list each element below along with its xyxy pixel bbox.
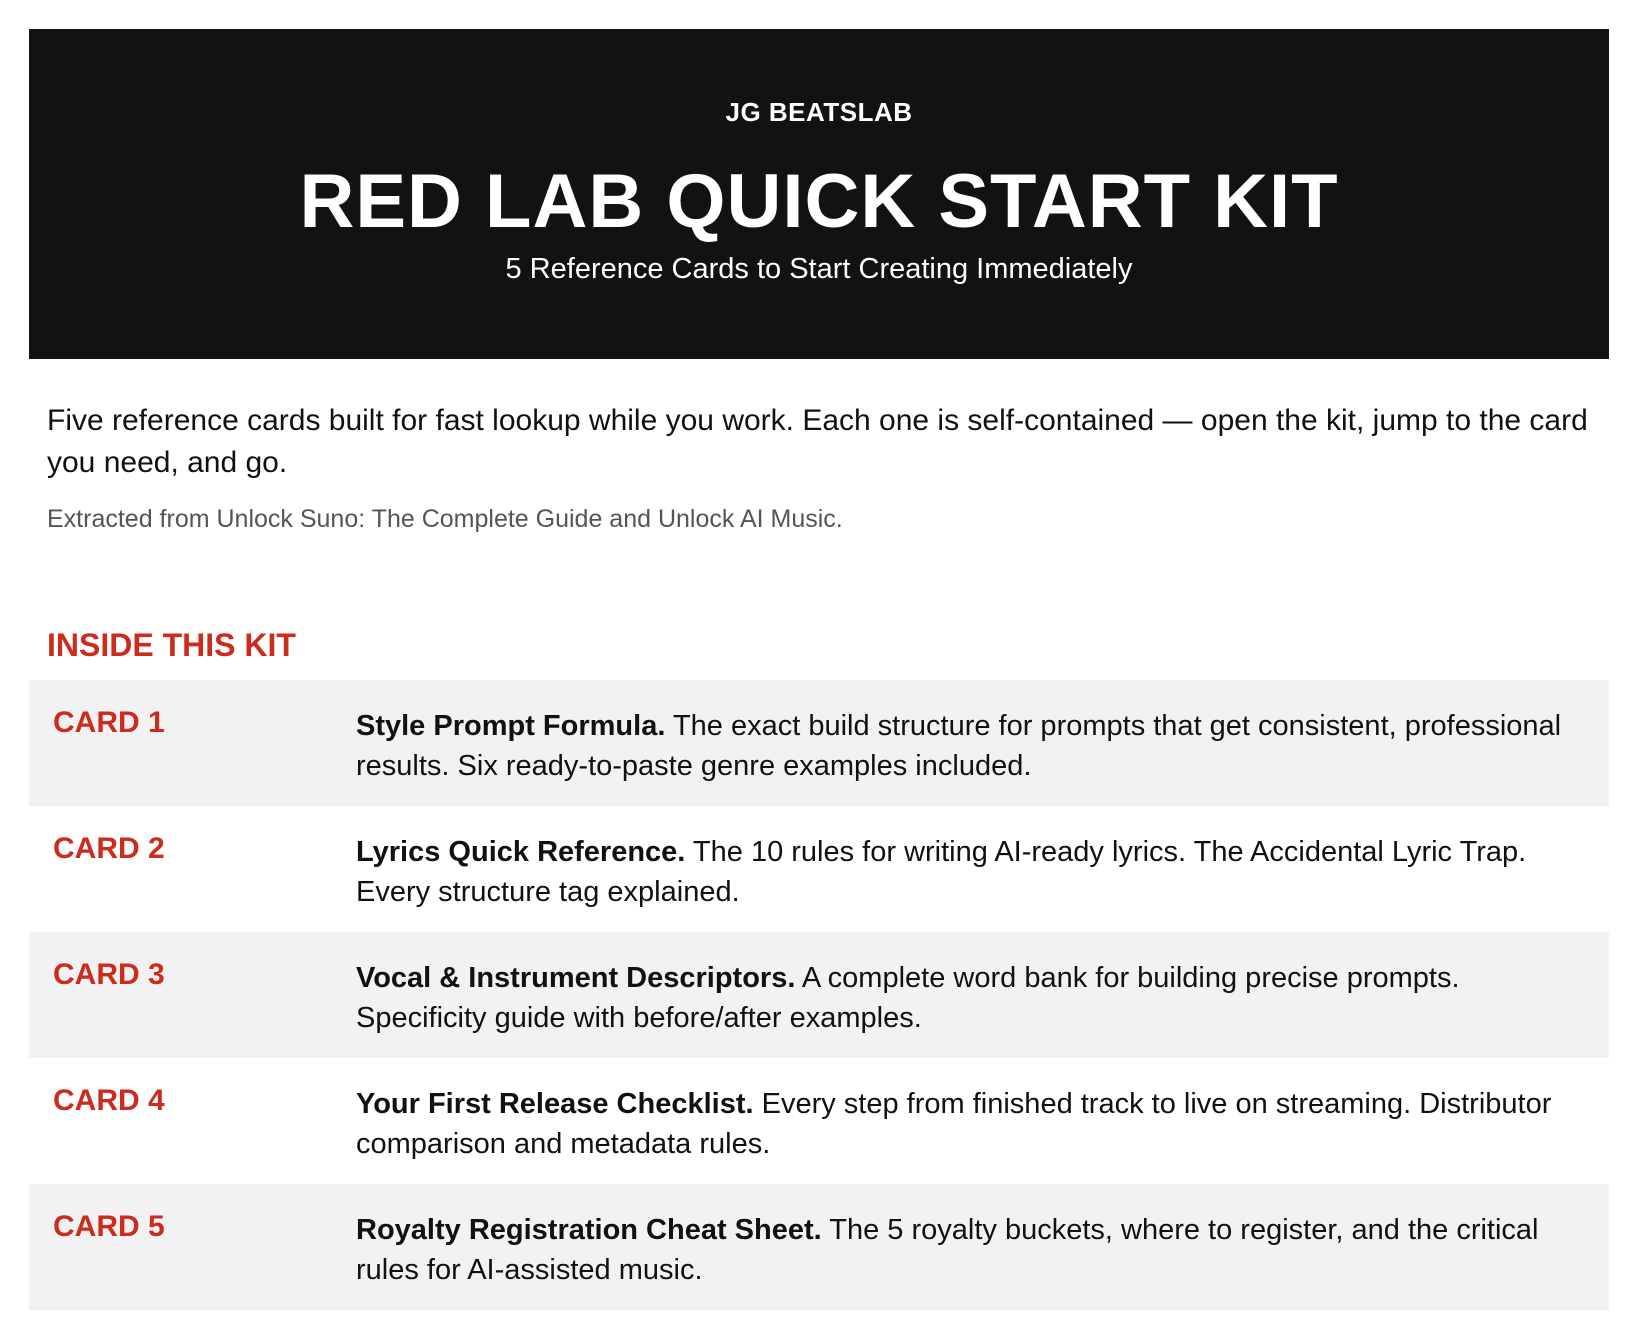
card-description-block <box>356 706 1586 786</box>
card-description: The 5 royalty buckets, where to register, and the critical rules for AI-assisted music. <box>356 1214 1539 1286</box>
card-description-block <box>356 1210 1586 1290</box>
card-description: A complete word bank for building precise prompts. Specificity guide with before/after examples. <box>356 962 1460 1034</box>
card-row-4 <box>29 1058 1609 1184</box>
card-name: Style Prompt Formula. <box>356 710 666 742</box>
card-label: CARD 2 <box>53 832 165 865</box>
card-description-block <box>356 1084 1586 1164</box>
intro-paragraph: Five reference cards built for fast lookup while you work. Each one is self-contained — open the kit, jump to the card you need, and go. <box>47 404 1588 479</box>
card-name: Lyrics Quick Reference. <box>356 836 686 868</box>
card-label: CARD 3 <box>53 958 165 991</box>
section-heading: INSIDE THIS KIT <box>47 627 296 663</box>
card-row-1 <box>29 680 1609 806</box>
card-row-3 <box>29 932 1609 1058</box>
card-description: The exact build structure for prompts that get consistent, professional results. Six ready-to-paste genre examples included. <box>356 710 1562 782</box>
card-name: Royalty Registration Cheat Sheet. <box>356 1214 822 1246</box>
card-row-2 <box>29 806 1609 932</box>
card-label: CARD 4 <box>53 1084 165 1117</box>
card-label: CARD 1 <box>53 706 165 739</box>
page-title: RED LAB QUICK START KIT <box>299 159 1339 244</box>
header-banner <box>29 29 1609 359</box>
card-list <box>29 680 1609 1310</box>
card-label: CARD 5 <box>53 1210 165 1243</box>
card-description: Every step from finished track to live on streaming. Distributor comparison and metadata rules. <box>356 1088 1552 1160</box>
card-description-block <box>356 832 1586 912</box>
card-name: Your First Release Checklist. <box>356 1088 754 1120</box>
card-row-5 <box>29 1184 1609 1310</box>
card-name: Vocal & Instrument Descriptors. <box>356 962 796 994</box>
source-note: Extracted from Unlock Suno: The Complete Guide and Unlock AI Music. <box>47 505 843 533</box>
brand-name: JG BEATSLAB <box>725 97 913 127</box>
card-description: The 10 rules for writing AI-ready lyrics. The Accidental Lyric Trap. Every structure tag explained. <box>356 836 1527 908</box>
page-subtitle: 5 Reference Cards to Start Creating Immediately <box>505 253 1133 285</box>
card-description-block <box>356 958 1586 1038</box>
